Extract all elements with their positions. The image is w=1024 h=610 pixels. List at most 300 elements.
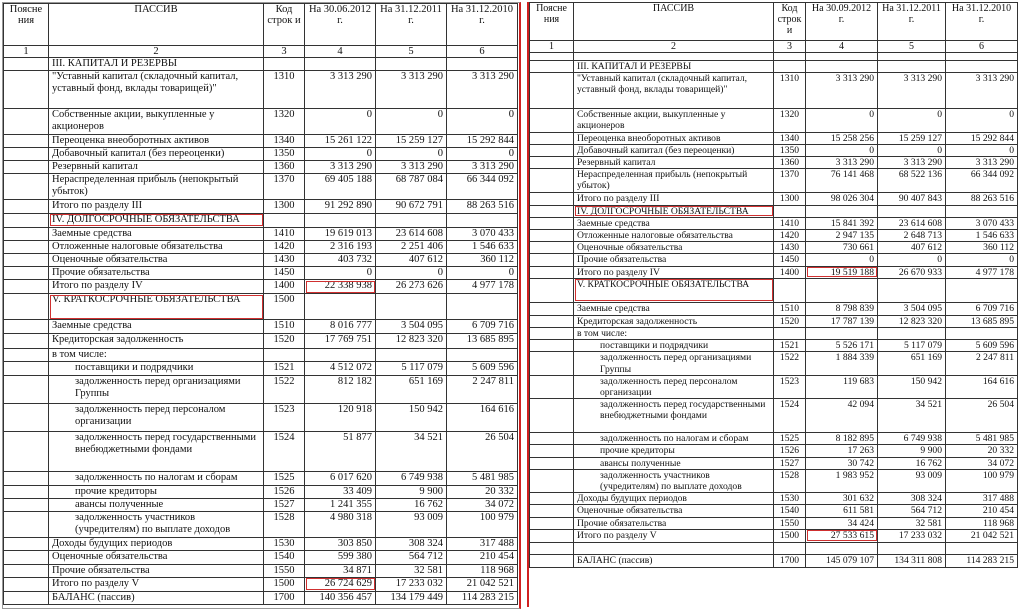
- row-note: [530, 230, 574, 242]
- row-value-2: 134 179 449: [376, 591, 447, 604]
- row-label: Итого по разделу III: [49, 199, 264, 213]
- table-row: [530, 109, 1018, 132]
- table-row: [530, 542, 1018, 554]
- row-code: 1510: [264, 320, 305, 333]
- row-value-3: 2 247 811: [447, 375, 518, 403]
- row-value-1: 15 258 256: [806, 132, 878, 144]
- row-note: [530, 328, 574, 340]
- row-label: задолженность перед организациями Группы: [49, 375, 264, 403]
- row-label: прочие кредиторы: [574, 445, 774, 457]
- row-value-2: 26 670 933: [878, 266, 946, 278]
- row-value-1: 8 016 777: [305, 320, 376, 333]
- row-note: [530, 192, 574, 205]
- table-row: [4, 431, 518, 471]
- row-value-1: 51 877: [305, 431, 376, 471]
- table-row: [4, 213, 518, 227]
- table-row: [4, 348, 518, 361]
- row-note: [4, 71, 49, 109]
- row-value-1: 30 742: [806, 457, 878, 469]
- row-value-1: 812 182: [305, 375, 376, 403]
- row-label: Отложенные налоговые обязательства: [49, 240, 264, 253]
- row-value-3: 66 344 092: [946, 169, 1018, 192]
- row-code: 1350: [264, 147, 305, 160]
- row-label: задолженность участников (учредителям) по выплате доходов: [49, 512, 264, 538]
- row-value-2: 16 762: [878, 457, 946, 469]
- row-value-1: [806, 542, 878, 554]
- row-value-3: 0: [447, 267, 518, 280]
- column-number-3: 3: [264, 46, 305, 58]
- row-note: [4, 512, 49, 538]
- row-code: 1500: [264, 577, 305, 591]
- row-value-3: 1 546 633: [447, 240, 518, 253]
- table-row: [530, 205, 1018, 217]
- row-code: [774, 205, 806, 217]
- table-row: [4, 147, 518, 160]
- row-value-3: [946, 205, 1018, 217]
- row-value-2: 150 942: [376, 403, 447, 431]
- row-note: [530, 542, 574, 554]
- row-value-1: 120 918: [305, 403, 376, 431]
- row-note: [530, 399, 574, 433]
- row-value-3: 15 292 844: [447, 134, 518, 147]
- row-value-1: 3 313 290: [305, 161, 376, 174]
- row-note: [4, 485, 49, 498]
- row-label: "Уставный капитал (складочный капитал, уставный фонд, вклады товарищей)": [574, 73, 774, 109]
- column-number-6: 6: [946, 41, 1018, 53]
- row-code: 1420: [774, 230, 806, 242]
- row-value-1: 91 292 890: [305, 199, 376, 213]
- row-value-2: 5 117 079: [376, 361, 447, 375]
- table-row: [530, 352, 1018, 375]
- row-value-2: 651 169: [878, 352, 946, 375]
- table-row: [530, 399, 1018, 433]
- table-row: [4, 240, 518, 253]
- row-note: [530, 340, 574, 352]
- row-value-3: 317 488: [447, 538, 518, 551]
- table-row: [530, 169, 1018, 192]
- row-value-2: 17 233 032: [376, 577, 447, 591]
- row-value-2: 93 009: [878, 469, 946, 492]
- row-note: [4, 431, 49, 471]
- row-value-2: [878, 328, 946, 340]
- row-value-3: 100 979: [946, 469, 1018, 492]
- row-label: авансы полученные: [49, 499, 264, 512]
- row-label: Собственные акции, выкупленные у акционеров: [574, 109, 774, 132]
- row-value-3: 317 488: [946, 493, 1018, 505]
- row-code: 1523: [264, 403, 305, 431]
- row-label: V. КРАТКОСРОЧНЫЕ ОБЯЗАТЕЛЬСТВА: [49, 294, 264, 320]
- table-row: [4, 538, 518, 551]
- row-code: 1520: [774, 315, 806, 327]
- row-value-3: 360 112: [447, 254, 518, 267]
- table-row: [530, 445, 1018, 457]
- row-value-3: [946, 61, 1018, 73]
- row-value-2: 3 313 290: [878, 157, 946, 169]
- row-value-1: 27 533 615: [806, 529, 878, 542]
- header-note: Поясне ния: [530, 3, 574, 41]
- row-code: 1522: [774, 352, 806, 375]
- table-row: [4, 512, 518, 538]
- row-note: [530, 375, 574, 398]
- row-code: 1526: [774, 445, 806, 457]
- row-label: Добавочный капитал (без переоценки): [574, 144, 774, 156]
- row-label: Прочие обязательства: [49, 564, 264, 577]
- row-label: Переоценка внеоборотных активов: [574, 132, 774, 144]
- row-value-3: 3 313 290: [447, 71, 518, 109]
- row-value-2: 26 273 626: [376, 280, 447, 294]
- table-row: [530, 278, 1018, 302]
- row-value-3: 21 042 521: [447, 577, 518, 591]
- row-value-1: 5 526 171: [806, 340, 878, 352]
- row-value-3: 3 313 290: [946, 73, 1018, 109]
- row-value-3: 13 685 895: [946, 315, 1018, 327]
- row-note: [4, 267, 49, 280]
- row-code: 1540: [774, 505, 806, 517]
- row-note: [530, 505, 574, 517]
- header-row: [4, 4, 518, 46]
- row-label: задолженность перед персоналом организации: [574, 375, 774, 398]
- row-note: [530, 266, 574, 278]
- table-row: [530, 157, 1018, 169]
- row-value-1: 15 841 392: [806, 217, 878, 229]
- row-label: задолженность перед организациями Группы: [574, 352, 774, 375]
- row-note: [4, 58, 49, 71]
- row-label: Оценочные обязательства: [574, 242, 774, 254]
- row-note: [4, 199, 49, 213]
- row-value-1: 599 380: [305, 551, 376, 564]
- table-row: [530, 192, 1018, 205]
- table-row: [530, 554, 1018, 567]
- row-note: [4, 147, 49, 160]
- column-number-4: 4: [806, 41, 878, 53]
- row-value-2: 68 787 084: [376, 174, 447, 199]
- row-label: Доходы будущих периодов: [574, 493, 774, 505]
- row-code: 1400: [774, 266, 806, 278]
- row-value-2: 34 521: [878, 399, 946, 433]
- row-note: [530, 302, 574, 315]
- row-note: [4, 375, 49, 403]
- row-label: задолженность перед государственными внебюджетными фондами: [49, 431, 264, 471]
- row-code: 1526: [264, 485, 305, 498]
- row-note: [4, 134, 49, 147]
- table-row: [4, 109, 518, 134]
- row-value-2: 150 942: [878, 375, 946, 398]
- row-code: 1300: [774, 192, 806, 205]
- row-note: [530, 457, 574, 469]
- row-value-2: 32 581: [376, 564, 447, 577]
- row-value-2: 6 749 938: [878, 433, 946, 445]
- row-note: [4, 551, 49, 564]
- column-number-2: 2: [574, 41, 774, 53]
- table-row: [530, 132, 1018, 144]
- row-note: [4, 161, 49, 174]
- table-row: [530, 302, 1018, 315]
- row-value-2: 0: [878, 144, 946, 156]
- row-value-3: [946, 328, 1018, 340]
- row-value-1: 0: [806, 144, 878, 156]
- row-label: задолженность по налогам и сборам: [49, 471, 264, 485]
- row-code: 1320: [774, 109, 806, 132]
- row-value-3: 20 332: [946, 445, 1018, 457]
- row-value-3: 26 504: [946, 399, 1018, 433]
- row-value-3: 2 247 811: [946, 352, 1018, 375]
- table-row: [4, 134, 518, 147]
- header-date-1: На 30.09.2012 г.: [806, 3, 878, 41]
- row-label: задолженность участников (учредителям) по выплате доходов: [574, 469, 774, 492]
- table-row: [4, 564, 518, 577]
- row-value-2: [376, 213, 447, 227]
- row-value-2: [376, 58, 447, 71]
- row-code: [264, 58, 305, 71]
- row-code: [774, 328, 806, 340]
- table-row: [4, 333, 518, 348]
- row-code: 1340: [264, 134, 305, 147]
- row-label: Отложенные налоговые обязательства: [574, 230, 774, 242]
- header-date-1: На 30.06.2012 г.: [305, 4, 376, 46]
- row-value-2: 2 251 406: [376, 240, 447, 253]
- row-value-2: 23 614 608: [376, 227, 447, 240]
- row-code: 1410: [264, 227, 305, 240]
- row-value-3: 26 504: [447, 431, 518, 471]
- row-value-3: 0: [447, 109, 518, 134]
- row-value-3: 13 685 895: [447, 333, 518, 348]
- row-note: [4, 333, 49, 348]
- row-value-3: 114 283 215: [447, 591, 518, 604]
- row-label: задолженность перед персоналом организации: [49, 403, 264, 431]
- row-value-2: 564 712: [878, 505, 946, 517]
- row-code: [774, 542, 806, 554]
- row-value-1: 303 850: [305, 538, 376, 551]
- row-code: 1500: [774, 529, 806, 542]
- row-code: [264, 213, 305, 227]
- row-value-3: 5 481 985: [447, 471, 518, 485]
- row-value-3: 6 709 716: [946, 302, 1018, 315]
- row-value-3: [447, 213, 518, 227]
- row-value-2: 15 259 127: [878, 132, 946, 144]
- row-note: [4, 227, 49, 240]
- table-row: [530, 328, 1018, 340]
- row-value-3: 0: [946, 144, 1018, 156]
- row-code: 1430: [264, 254, 305, 267]
- row-value-2: 0: [376, 109, 447, 134]
- row-note: [530, 517, 574, 529]
- row-note: [530, 469, 574, 492]
- row-code: 1521: [264, 361, 305, 375]
- row-note: [530, 205, 574, 217]
- row-value-1: 8 182 895: [806, 433, 878, 445]
- row-value-2: 3 313 290: [878, 73, 946, 109]
- row-value-1: 76 141 468: [806, 169, 878, 192]
- row-note: [530, 144, 574, 156]
- row-value-1: 1 983 952: [806, 469, 878, 492]
- row-value-1: 34 424: [806, 517, 878, 529]
- row-label: Заемные средства: [49, 320, 264, 333]
- row-note: [4, 471, 49, 485]
- row-value-1: [806, 328, 878, 340]
- row-value-3: 6 709 716: [447, 320, 518, 333]
- row-value-3: 66 344 092: [447, 174, 518, 199]
- row-value-2: 93 009: [376, 512, 447, 538]
- table-row: [4, 294, 518, 320]
- row-label: III. КАПИТАЛ И РЕЗЕРВЫ: [49, 58, 264, 71]
- table-row: [4, 471, 518, 485]
- row-value-3: [447, 294, 518, 320]
- row-value-1: 3 313 290: [806, 157, 878, 169]
- row-label: Итого по разделу V: [574, 529, 774, 542]
- table-row: [530, 144, 1018, 156]
- row-note: [530, 278, 574, 302]
- row-label: Кредиторская задолженность: [574, 315, 774, 327]
- row-value-2: 308 324: [376, 538, 447, 551]
- row-note: [530, 433, 574, 445]
- row-label: Переоценка внеоборотных активов: [49, 134, 264, 147]
- row-value-3: [447, 348, 518, 361]
- row-value-1: [305, 294, 376, 320]
- row-label: IV. ДОЛГОСРОЧНЫЕ ОБЯЗАТЕЛЬСТВА: [49, 213, 264, 227]
- row-note: [4, 254, 49, 267]
- row-value-1: 119 683: [806, 375, 878, 398]
- row-value-1: 15 261 122: [305, 134, 376, 147]
- row-value-1: 403 732: [305, 254, 376, 267]
- row-note: [530, 445, 574, 457]
- row-value-1: 33 409: [305, 485, 376, 498]
- table-row: [530, 61, 1018, 73]
- row-note: [4, 320, 49, 333]
- row-label: Нераспределенная прибыль (непокрытый убыток): [574, 169, 774, 192]
- row-label: Итого по разделу V: [49, 577, 264, 591]
- row-value-1: 26 724 629: [305, 577, 376, 591]
- row-code: 1430: [774, 242, 806, 254]
- table-row: [530, 375, 1018, 398]
- table-row: [530, 254, 1018, 266]
- header-code: Код строк и: [264, 4, 305, 46]
- row-value-3: 5 609 596: [946, 340, 1018, 352]
- row-value-3: [946, 53, 1018, 61]
- table-row: [4, 199, 518, 213]
- row-value-1: 1 241 355: [305, 499, 376, 512]
- right-liabilities-table: [529, 2, 1018, 568]
- table-row: [4, 58, 518, 71]
- row-value-1: 145 079 107: [806, 554, 878, 567]
- row-label: в том числе:: [49, 348, 264, 361]
- column-number-4: 4: [305, 46, 376, 58]
- row-value-3: 0: [946, 109, 1018, 132]
- row-code: 1530: [774, 493, 806, 505]
- row-label: Доходы будущих периодов: [49, 538, 264, 551]
- row-label: Итого по разделу IV: [49, 280, 264, 294]
- row-code: 1528: [264, 512, 305, 538]
- column-number-row: [530, 41, 1018, 53]
- row-value-1: 301 632: [806, 493, 878, 505]
- column-number-row: [4, 46, 518, 58]
- row-code: 1310: [774, 73, 806, 109]
- row-value-1: 140 356 457: [305, 591, 376, 604]
- row-label: поставщики и подрядчики: [49, 361, 264, 375]
- row-note: [530, 109, 574, 132]
- table-row: [4, 591, 518, 604]
- row-code: 1528: [774, 469, 806, 492]
- row-value-2: 308 324: [878, 493, 946, 505]
- row-code: 1510: [774, 302, 806, 315]
- table-row: [530, 53, 1018, 61]
- row-value-1: 19 519 188: [806, 266, 878, 278]
- row-note: [4, 294, 49, 320]
- header-passiv: ПАССИВ: [49, 4, 264, 46]
- row-code: 1525: [264, 471, 305, 485]
- row-value-3: 0: [447, 147, 518, 160]
- row-value-1: 6 017 620: [305, 471, 376, 485]
- row-value-3: 118 968: [447, 564, 518, 577]
- row-value-3: 4 977 178: [447, 280, 518, 294]
- row-note: [4, 280, 49, 294]
- row-value-1: 4 512 072: [305, 361, 376, 375]
- row-value-1: 611 581: [806, 505, 878, 517]
- row-code: 1350: [774, 144, 806, 156]
- row-note: [530, 169, 574, 192]
- table-row: [4, 280, 518, 294]
- row-value-1: [305, 213, 376, 227]
- row-label: Нераспределенная прибыль (непокрытый убыток): [49, 174, 264, 199]
- row-value-3: 5 481 985: [946, 433, 1018, 445]
- row-value-2: [878, 53, 946, 61]
- row-code: [774, 61, 806, 73]
- row-value-2: 12 823 320: [878, 315, 946, 327]
- row-note: [4, 213, 49, 227]
- row-value-1: [305, 58, 376, 71]
- row-label: поставщики и подрядчики: [574, 340, 774, 352]
- row-code: 1450: [264, 267, 305, 280]
- row-value-1: 8 798 839: [806, 302, 878, 315]
- row-value-2: 3 504 095: [878, 302, 946, 315]
- row-value-2: 3 504 095: [376, 320, 447, 333]
- row-value-1: 17 263: [806, 445, 878, 457]
- row-code: 1524: [264, 431, 305, 471]
- table-row: [530, 340, 1018, 352]
- row-value-3: 118 968: [946, 517, 1018, 529]
- table-row: [530, 266, 1018, 278]
- column-number-5: 5: [878, 41, 946, 53]
- row-label: Добавочный капитал (без переоценки): [49, 147, 264, 160]
- row-value-1: 98 026 304: [806, 192, 878, 205]
- row-label: задолженность по налогам и сборам: [574, 433, 774, 445]
- row-value-2: 9 900: [878, 445, 946, 457]
- row-label: Итого по разделу IV: [574, 266, 774, 278]
- row-code: 1400: [264, 280, 305, 294]
- table-row: [4, 267, 518, 280]
- row-value-1: 730 661: [806, 242, 878, 254]
- row-value-1: [806, 278, 878, 302]
- row-value-2: 16 762: [376, 499, 447, 512]
- row-note: [4, 361, 49, 375]
- header-date-2: На 31.12.2011 г.: [878, 3, 946, 41]
- table-row: [4, 485, 518, 498]
- row-code: 1550: [774, 517, 806, 529]
- row-code: 1410: [774, 217, 806, 229]
- table-row: [4, 375, 518, 403]
- row-code: 1360: [264, 161, 305, 174]
- row-note: [4, 499, 49, 512]
- row-code: 1320: [264, 109, 305, 134]
- table-row: [4, 499, 518, 512]
- header-date-3: На 31.12.2010 г.: [946, 3, 1018, 41]
- table-row: [4, 71, 518, 109]
- row-code: 1522: [264, 375, 305, 403]
- row-code: 1450: [774, 254, 806, 266]
- header-code: Код строк и: [774, 3, 806, 41]
- row-note: [530, 254, 574, 266]
- row-value-1: 0: [806, 254, 878, 266]
- table-row: [530, 505, 1018, 517]
